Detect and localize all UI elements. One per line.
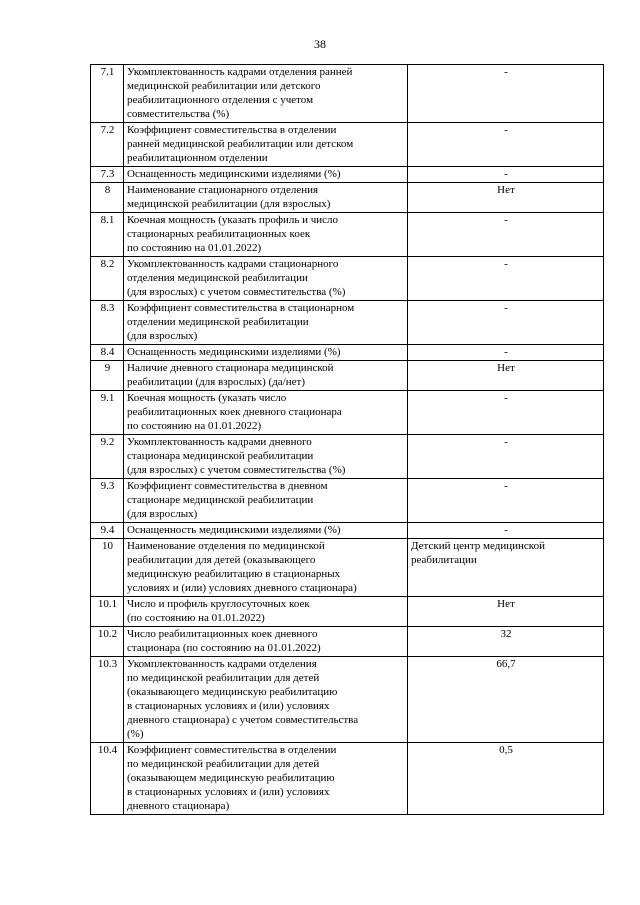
indicator-value-line: - — [504, 66, 508, 78]
indicator-name-line: реабилитации для детей (оказывающего — [127, 554, 316, 566]
table-row — [91, 435, 604, 479]
indicator-name-line: Укомплектованность кадрами отделения — [127, 658, 317, 670]
indicator-value-line: - — [504, 392, 508, 404]
indicator-value — [408, 391, 604, 435]
indicator-name — [124, 167, 408, 183]
indicator-value-line: 32 — [500, 628, 512, 640]
indicator-value-line: Нет — [497, 362, 515, 374]
row-number: 8.3 — [91, 301, 124, 345]
table-row — [91, 345, 604, 361]
indicator-name-line: Укомплектованность кадрами отделения ранней — [127, 66, 353, 78]
table-row — [91, 597, 604, 627]
indicator-name — [124, 391, 408, 435]
indicator-value — [408, 213, 604, 257]
indicator-value-line: - — [504, 436, 508, 448]
indicator-value-line: - — [504, 480, 508, 492]
row-number: 8.4 — [91, 345, 124, 361]
row-number: 9.1 — [91, 391, 124, 435]
table-body — [91, 65, 604, 815]
table-row — [91, 657, 604, 743]
indicator-value — [408, 627, 604, 657]
indicator-name — [124, 65, 408, 123]
indicator-value — [408, 523, 604, 539]
indicator-name-line: реабилитационных коек дневного стационара — [127, 406, 342, 418]
table-row — [91, 627, 604, 657]
table-row — [91, 123, 604, 167]
table-row — [91, 479, 604, 523]
indicator-value-line: - — [504, 258, 508, 270]
row-number: 10.3 — [91, 657, 124, 743]
table-row — [91, 65, 604, 123]
row-number: 7.3 — [91, 167, 124, 183]
indicator-value-line: - — [504, 302, 508, 314]
indicator-name-line: Оснащенность медицинскими изделиями (%) — [127, 524, 341, 536]
indicator-name-line: условиях и (или) условиях дневного стационара) — [127, 582, 357, 594]
indicator-value — [408, 657, 604, 743]
indicator-name-line: по состоянию на 01.01.2022) — [127, 420, 262, 432]
indicator-name-line: ранней медицинской реабилитации или детском — [127, 138, 354, 150]
indicator-name-line: Укомплектованность кадрами стационарного — [127, 258, 339, 270]
row-number: 9 — [91, 361, 124, 391]
indicator-name-line: дневного стационара) с учетом совместительства — [127, 714, 359, 726]
indicator-value-line: - — [504, 214, 508, 226]
indicator-name-line: (оказывающего медицинскую реабилитацию — [127, 686, 338, 698]
indicator-value-line: - — [504, 124, 508, 136]
row-number: 8.2 — [91, 257, 124, 301]
indicator-name — [124, 597, 408, 627]
page-number: 38 — [314, 37, 326, 51]
indicator-name — [124, 539, 408, 597]
table-row — [91, 257, 604, 301]
indicators-table — [90, 64, 604, 815]
indicator-name-line: Коечная мощность (указать число — [127, 392, 287, 404]
indicator-name-line: отделения медицинской реабилитации — [127, 272, 308, 284]
indicator-name-line: Коечная мощность (указать профиль и число — [127, 214, 339, 226]
indicator-name-line: дневного стационара) — [127, 800, 230, 812]
indicator-name — [124, 301, 408, 345]
indicator-name — [124, 345, 408, 361]
indicator-name-line: реабилитационном отделении — [127, 152, 268, 164]
indicator-name-line: Коэффициент совместительства в дневном — [127, 480, 328, 492]
indicator-name-line: (для взрослых) с учетом совместительства (%) — [127, 286, 346, 298]
indicator-name — [124, 627, 408, 657]
indicator-name-line: Укомплектованность кадрами дневного — [127, 436, 312, 448]
indicator-name-line: (для взрослых) — [127, 330, 198, 342]
indicator-value-line: - — [504, 346, 508, 358]
indicator-value-line: реабилитации — [411, 554, 477, 566]
row-number: 9.3 — [91, 479, 124, 523]
row-number: 10 — [91, 539, 124, 597]
indicator-name-line: (по состоянию на 01.01.2022) — [127, 612, 265, 624]
indicator-name-line: медицинскую реабилитацию в стационарных — [127, 568, 341, 580]
row-number: 8.1 — [91, 213, 124, 257]
indicator-value — [408, 435, 604, 479]
indicator-name — [124, 479, 408, 523]
indicator-name-line: Наименование отделения по медицинской — [127, 540, 325, 552]
indicator-value — [408, 479, 604, 523]
indicator-value — [408, 65, 604, 123]
table-row — [91, 523, 604, 539]
indicator-name-line: в стационарных условиях и (или) условиях — [127, 700, 330, 712]
indicator-name-line: Коэффициент совместительства в отделении — [127, 124, 337, 136]
indicator-name-line: (для взрослых) с учетом совместительства (%) — [127, 464, 346, 476]
indicator-name-line: по медицинской реабилитации для детей — [127, 672, 320, 684]
row-number: 8 — [91, 183, 124, 213]
indicator-value-line: Нет — [497, 598, 515, 610]
table-row — [91, 301, 604, 345]
indicator-name-line: (для взрослых) — [127, 508, 198, 520]
indicator-value — [408, 597, 604, 627]
table-row — [91, 391, 604, 435]
table-row — [91, 213, 604, 257]
indicator-name-line: отделении медицинской реабилитации — [127, 316, 309, 328]
indicator-value — [408, 301, 604, 345]
indicator-name-line: Число и профиль круглосуточных коек — [127, 598, 310, 610]
indicator-name-line: Оснащенность медицинскими изделиями (%) — [127, 346, 341, 358]
indicator-value — [408, 345, 604, 361]
table-row — [91, 743, 604, 815]
table-row — [91, 183, 604, 213]
indicator-value-line: - — [504, 168, 508, 180]
indicator-value-line: 66,7 — [496, 658, 516, 670]
indicator-value — [408, 123, 604, 167]
indicator-name-line: в стационарных условиях и (или) условиях — [127, 786, 330, 798]
indicator-name-line: стационаре медицинской реабилитации — [127, 494, 314, 506]
indicator-name-line: Наименование стационарного отделения — [127, 184, 319, 196]
indicator-name-line: по состоянию на 01.01.2022) — [127, 242, 262, 254]
indicator-name — [124, 657, 408, 743]
table-row — [91, 167, 604, 183]
indicator-value — [408, 257, 604, 301]
indicator-name-line: Наличие дневного стационара медицинской — [127, 362, 334, 374]
indicator-value-line: 0,5 — [499, 744, 513, 756]
indicator-name — [124, 361, 408, 391]
table-row — [91, 539, 604, 597]
indicator-name-line: стационара медицинской реабилитации — [127, 450, 314, 462]
indicator-name — [124, 213, 408, 257]
indicator-name — [124, 257, 408, 301]
indicator-value — [408, 539, 604, 597]
indicator-value — [408, 167, 604, 183]
indicator-name — [124, 123, 408, 167]
row-number: 7.1 — [91, 65, 124, 123]
row-number: 10.4 — [91, 743, 124, 815]
indicator-value-line: - — [504, 524, 508, 536]
indicator-name-line: совместительства (%) — [127, 108, 230, 120]
indicator-name — [124, 183, 408, 213]
indicator-value — [408, 361, 604, 391]
row-number: 7.2 — [91, 123, 124, 167]
row-number: 10.2 — [91, 627, 124, 657]
indicator-name — [124, 523, 408, 539]
indicator-name — [124, 435, 408, 479]
indicator-name-line: реабилитационного отделения с учетом — [127, 94, 314, 106]
row-number: 9.2 — [91, 435, 124, 479]
indicator-value-line: Нет — [497, 184, 515, 196]
indicator-name-line: (оказывающем медицинскую реабилитацию — [127, 772, 335, 784]
indicator-value-line: Детский центр медицинской — [411, 540, 545, 552]
table-row — [91, 361, 604, 391]
row-number: 9.4 — [91, 523, 124, 539]
indicator-name-line: Число реабилитационных коек дневного — [127, 628, 318, 640]
indicator-name-line: стационарных реабилитационных коек — [127, 228, 311, 240]
indicator-name-line: реабилитации (для взрослых) (да/нет) — [127, 376, 305, 388]
indicator-name-line: стационара (по состоянию на 01.01.2022) — [127, 642, 321, 654]
indicator-name-line: по медицинской реабилитации для детей — [127, 758, 320, 770]
indicator-name-line: медицинской реабилитации или детского — [127, 80, 321, 92]
row-number: 10.1 — [91, 597, 124, 627]
indicator-value — [408, 183, 604, 213]
indicator-name-line: Коэффициент совместительства в отделении — [127, 744, 337, 756]
indicator-name-line: Оснащенность медицинскими изделиями (%) — [127, 168, 341, 180]
indicator-value — [408, 743, 604, 815]
indicator-name — [124, 743, 408, 815]
indicator-name-line: медицинской реабилитации (для взрослых) — [127, 198, 331, 210]
indicator-name-line: (%) — [127, 728, 144, 740]
indicator-name-line: Коэффициент совместительства в стационарном — [127, 302, 355, 314]
